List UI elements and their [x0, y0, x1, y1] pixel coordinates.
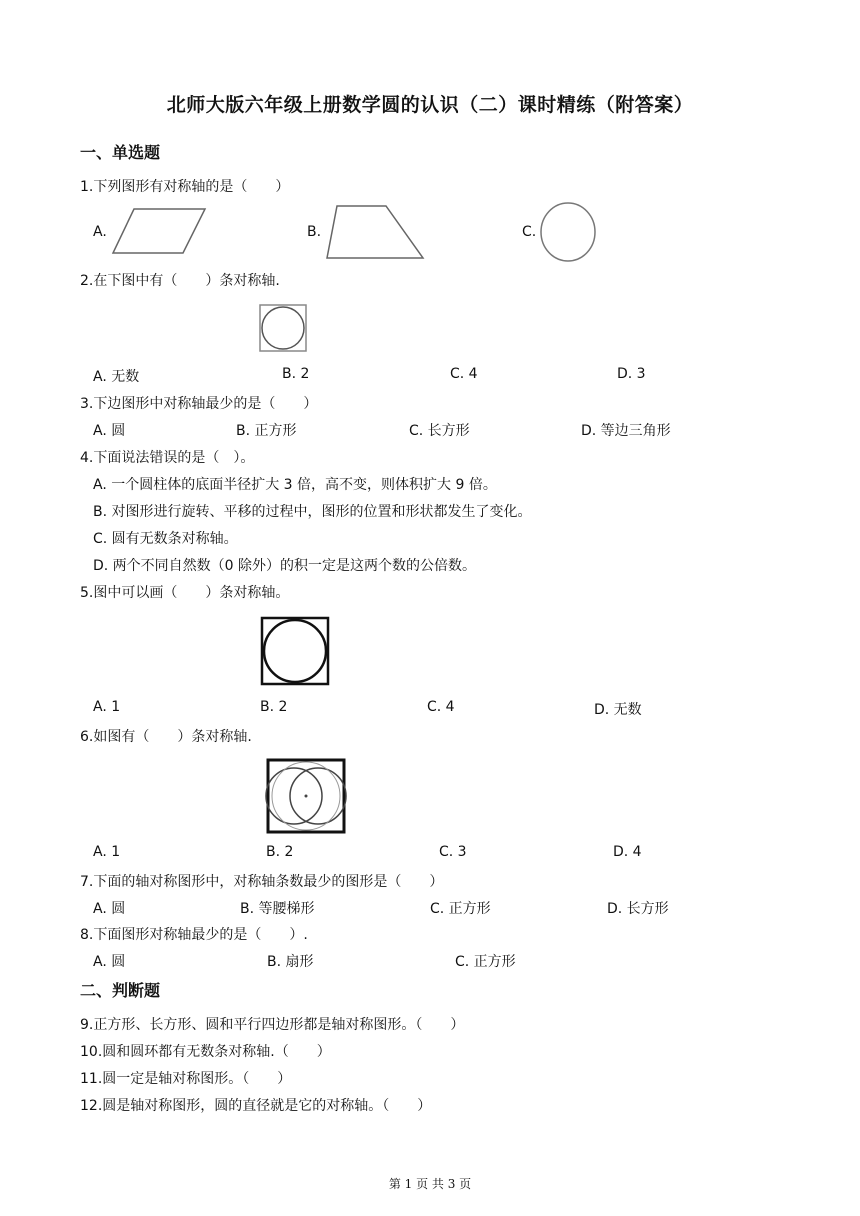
- question-2-option-c: C. 4: [450, 366, 478, 382]
- question-6-option-a: A. 1: [93, 844, 121, 860]
- question-7-stem: 7.下面的轴对称图形中，对称轴条数最少的图形是（ ）: [80, 874, 444, 890]
- question-1-option-c: C.: [522, 224, 537, 240]
- question-9-stem: 9.正方形、长方形、圆和平行四边形都是轴对称图形。（ ）: [80, 1017, 465, 1033]
- square-with-inscribed-circle-figure: [258, 303, 308, 353]
- question-4-option-a: A. 一个圆柱体的底面半径扩大 3 倍，高不变，则体积扩大 9 倍。: [93, 477, 497, 493]
- question-7-option-c: C. 正方形: [430, 901, 491, 917]
- question-7-option-b: B. 等腰梯形: [240, 901, 315, 917]
- question-4-option-c: C. 圆有无数条对称轴。: [93, 531, 238, 547]
- question-6-option-b: B. 2: [266, 844, 294, 860]
- question-8-option-b: B. 扇形: [267, 954, 314, 970]
- page-footer: 第 1 页 共 3 页: [388, 1177, 472, 1191]
- question-3-option-d: D. 等边三角形: [581, 423, 671, 439]
- question-3-option-c: C. 长方形: [409, 423, 470, 439]
- question-5-option-a: A. 1: [93, 699, 121, 715]
- question-3-option-a: A. 圆: [93, 423, 126, 439]
- question-8-option-a: A. 圆: [93, 954, 126, 970]
- question-2-option-d: D. 3: [617, 366, 646, 382]
- question-3-option-b: B. 正方形: [236, 423, 297, 439]
- question-4-stem: 4.下面说法错误的是（ ）。: [80, 450, 255, 466]
- question-1-stem: 1.下列图形有对称轴的是（ ）: [80, 179, 290, 195]
- question-12-stem: 12.圆是轴对称图形，圆的直径就是它的对称轴。（ ）: [80, 1098, 432, 1114]
- question-6-option-d: D. 4: [613, 844, 642, 860]
- question-11-stem: 11.圆一定是轴对称图形。（ ）: [80, 1071, 292, 1087]
- question-1-option-b: B.: [307, 224, 322, 240]
- question-5-option-c: C. 4: [427, 699, 455, 715]
- section-heading-single-choice: 一、单选题: [80, 143, 161, 162]
- question-4-option-b: B. 对图形进行旋转、平移的过程中，图形的位置和形状都发生了变化。: [93, 504, 532, 520]
- trapezoid-figure: [324, 203, 426, 261]
- question-7-option-d: D. 长方形: [607, 901, 669, 917]
- page-title: 北师大版六年级上册数学圆的认识（二）课时精练（附答案）: [166, 94, 694, 116]
- question-6-stem: 6.如图有（ ）条对称轴.: [80, 729, 252, 745]
- question-7-option-a: A. 圆: [93, 901, 126, 917]
- question-5-stem: 5.图中可以画（ ）条对称轴。: [80, 585, 290, 601]
- question-3-stem: 3.下边图形中对称轴最少的是（ ）: [80, 396, 318, 412]
- question-4-option-d: D. 两个不同自然数（0 除外）的积一定是这两个数的公倍数。: [93, 558, 477, 574]
- circle-figure: [538, 201, 598, 263]
- question-5-option-d: D. 无数: [594, 702, 642, 718]
- question-8-option-c: C. 正方形: [455, 954, 516, 970]
- bold-square-with-circle-figure: [259, 615, 331, 687]
- section-heading-true-false: 二、判断题: [80, 981, 161, 1000]
- question-8-stem: 8.下面图形对称轴最少的是（ ）.: [80, 927, 308, 943]
- question-2-option-b: B. 2: [282, 366, 310, 382]
- question-2-option-a: A. 无数: [93, 369, 140, 385]
- question-5-option-b: B. 2: [260, 699, 288, 715]
- question-1-option-a: A.: [93, 224, 107, 240]
- question-10-stem: 10.圆和圆环都有无数条对称轴.（ ）: [80, 1044, 331, 1060]
- square-with-overlapping-circles-figure: [264, 756, 348, 836]
- question-6-option-c: C. 3: [439, 844, 467, 860]
- parallelogram-figure: [110, 206, 210, 256]
- question-2-stem: 2.在下图中有（ ）条对称轴.: [80, 273, 280, 289]
